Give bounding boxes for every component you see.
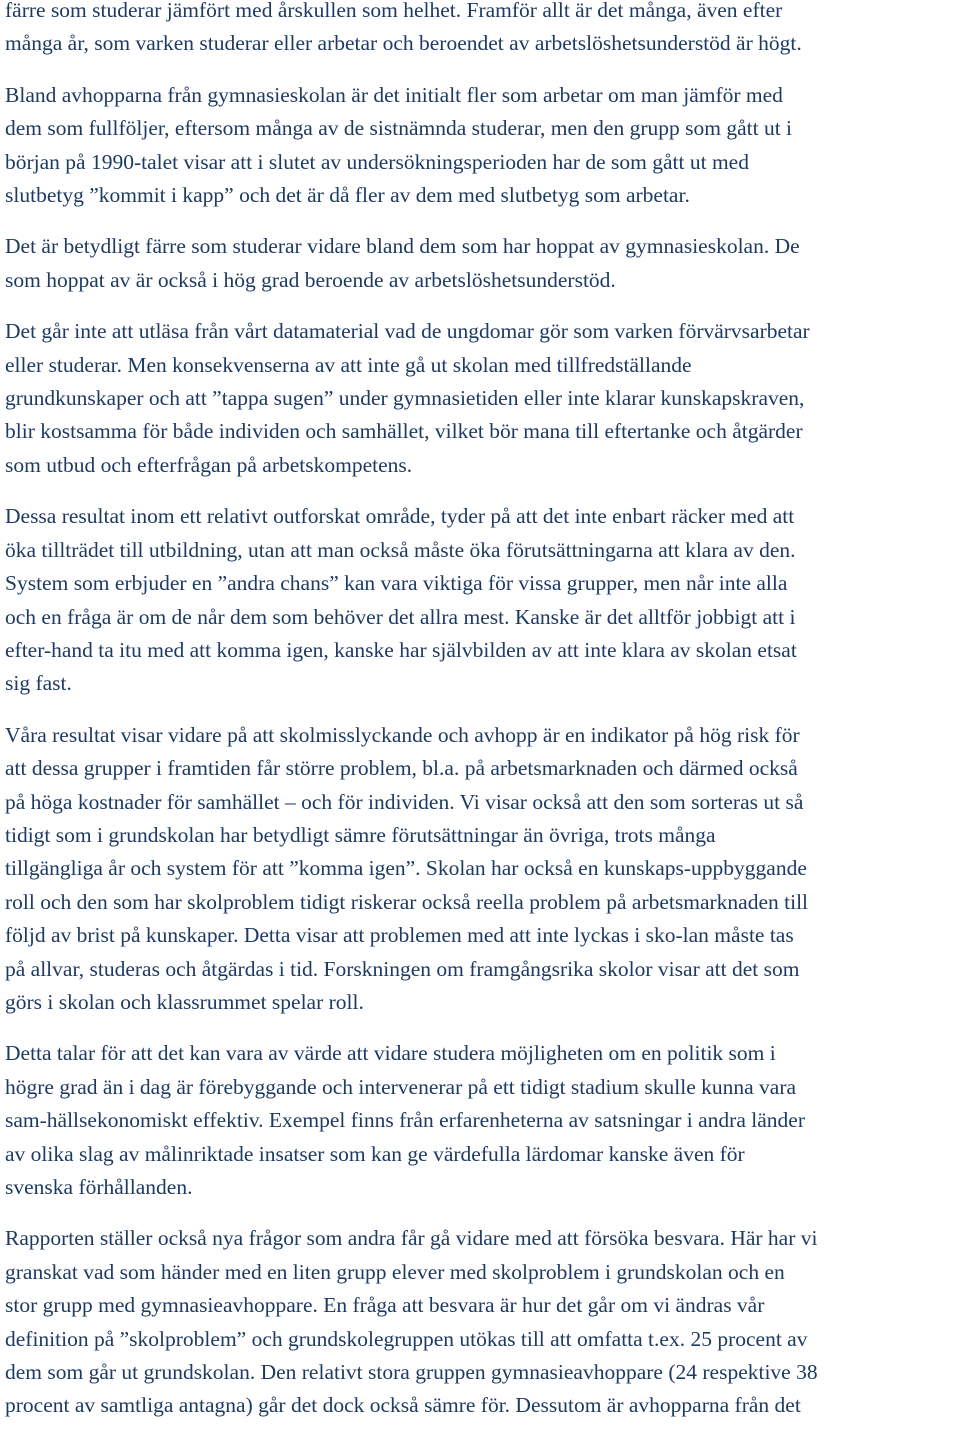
text-line: dem som går ut grundskolan. Den relativt stora gruppen gymnasieavhoppare (24 respektive 38 [5,1360,818,1385]
text-line: roll och den som har skolproblem tidigt riskerar också reella problem på arbetsmarknaden till [5,889,809,914]
text-line: tillgängliga år och system för att ”komma igen”. Skolan har också en kunskaps-uppbyggande [5,856,807,881]
text-line: sig fast. [5,671,72,696]
text-line: Rapporten ställer också nya frågor som andra får gå vidare med att försöka besvara. Här har vi [5,1226,818,1251]
text-line: efter-hand ta itu med att komma igen, kanske har självbilden av att inte klara av skolan etsat [5,637,797,662]
text-line: granskat vad som händer med en liten grupp elever med skolproblem i grundskolan och en [5,1259,785,1284]
paragraph-8 [5,1222,960,1422]
text-line: grundkunskaper och att ”tappa sugen” under gymnasietiden eller inte klarar kunskapskraven, [5,386,805,411]
text-line: färre som studerar jämfört med årskullen som helhet. Framför allt är det många, även efter [5,0,783,22]
text-line: Detta talar för att det kan vara av värde att vidare studera möjligheten om en politik som i [5,1041,776,1066]
text-line: Våra resultat visar vidare på att skolmisslyckande och avhopp är en indikator på hög risk för [5,722,800,747]
paragraph-6 [5,719,960,1020]
text-line: på höga kostnader för samhället – och för individen. Vi visar också att den som sorteras ut så [5,789,804,814]
text-line: och en fråga är om de når dem som behöver det allra mest. Kanske är det alltför jobbigt att i [5,604,796,629]
paragraph-1 [5,0,960,61]
text-line: eller studerar. Men konsekvenserna av att inte gå ut skolan med tillfredställande [5,352,692,377]
text-line: slutbetyg ”kommit i kapp” och det är då fler av dem med slutbetyg som arbetar. [5,183,690,208]
text-line: av olika slag av målinriktade insatser som kan ge värdefulla lärdomar kanske även för [5,1141,745,1166]
text-line: dem som fullföljer, eftersom många av de sistnämnda studerar, men den grupp som gått ut i [5,116,793,141]
text-line: Det är betydligt färre som studerar vidare bland dem som har hoppat av gymnasieskolan. De [5,234,800,259]
text-line: att dessa grupper i framtiden får större problem, bl.a. på arbetsmarknaden och därmed också [5,756,798,781]
text-line: Bland avhopparna från gymnasieskolan är det initialt fler som arbetar om man jämför med [5,82,783,107]
text-line: sam-hällsekonomiskt effektiv. Exempel finns från erfarenheterna av satsningar i andra länder [5,1108,805,1133]
document-page [5,0,960,1441]
text-line: följd av brist på kunskaper. Detta visar att problemen med att inte lyckas i sko-lan måste tas [5,923,794,948]
text-line: görs i skolan och klassrummet spelar roll. [5,989,364,1014]
text-line: många år, som varken studerar eller arbetar och beroendet av arbetslöshetsunderstöd är högt. [5,31,802,56]
paragraph-4 [5,315,960,482]
text-line: blir kostsamma för både individen och samhället, vilket bör mana till eftertanke och åtgärder [5,419,803,444]
paragraph-3 [5,230,960,297]
paragraph-7 [5,1037,960,1204]
text-line: som hoppat av är också i hög grad beroende av arbetslöshetsunderstöd. [5,267,616,292]
text-line: på allvar, studeras och åtgärdas i tid. Forskningen om framgångsrika skolor visar att det som [5,956,800,981]
text-line: procent av samtliga antagna) går det dock också sämre för. Dessutom är avhopparna från det [5,1393,801,1418]
text-line: Det går inte att utläsa från vårt datamaterial vad de ungdomar gör som varken förvärvsarbetar [5,319,810,344]
paragraph-5 [5,500,960,700]
text-line: System som erbjuder en ”andra chans” kan vara viktiga för vissa grupper, men når inte alla [5,571,788,596]
text-line: öka tillträdet till utbildning, utan att man också måste öka förutsättningarna att klara av den. [5,537,796,562]
text-line: början på 1990-talet visar att i slutet av undersökningsperioden har de som gått ut med [5,149,749,174]
text-line: tidigt som i grundskolan har betydligt sämre förutsättningar än övriga, trots många [5,822,716,847]
paragraph-2 [5,79,960,213]
text-line: svenska förhållanden. [5,1175,193,1199]
text-line: Dessa resultat inom ett relativt outforskat område, tyder på att det inte enbart räcker med att [5,504,795,529]
text-line: definition på ”skolproblem” och grundskolegruppen utökas till att omfatta t.ex. 25 procent av [5,1326,808,1351]
text-line: högre grad än i dag är förebyggande och intervenerar på ett tidigt stadium skulle kunna vara [5,1074,797,1099]
text-line: som utbud och efterfrågan på arbetskompetens. [5,452,413,477]
text-line: stor grupp med gymnasieavhoppare. En fråga att besvara är hur det går om vi ändras vår [5,1293,765,1318]
